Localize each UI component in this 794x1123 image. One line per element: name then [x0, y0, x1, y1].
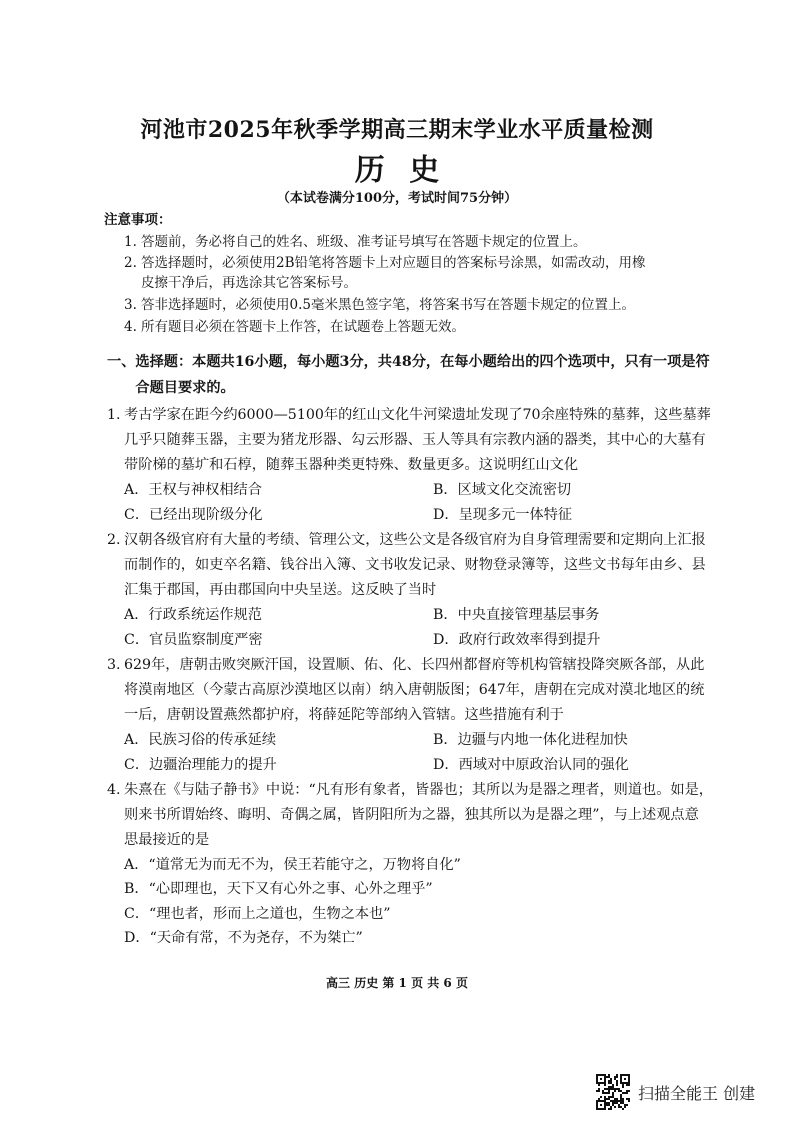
option-a: A．王权与神权相结合: [124, 482, 262, 498]
notice-number: 4.: [124, 319, 137, 335]
section-line: 一、选择题：本题共16小题，每小题3分，共48分，在每小题给出的四个选项中，只有一项是符: [107, 354, 710, 370]
exam-subtitle: （本试卷满分100分，考试时间75分钟）: [276, 191, 518, 206]
question-line: 则来书所谓始终、晦明、奇偶之属，皆阴阳所为之器，独其所以为是器之理”，与上述观点意: [124, 807, 699, 823]
question-number: 4.: [107, 782, 121, 798]
question: [107, 778, 747, 950]
notice-item: [124, 232, 587, 252]
notice-item: [124, 295, 635, 315]
qr-code-icon: [596, 1074, 630, 1110]
notice-line: 皮擦干净后，再选涂其它答案标号。: [141, 275, 357, 291]
exam-title: 河池市2025年秋季学期高三期末学业水平质量检测: [140, 117, 654, 143]
option-a: A．“道常无为而无不为，侯王若能守之，万物将自化”: [124, 857, 461, 873]
question-line: 思最接近的是: [124, 832, 210, 848]
notice-number: 3.: [124, 297, 137, 313]
question-line: 几乎只随葬玉器，主要为猪龙形器、勾云形器、玉人等具有宗教内涵的器类，其中心的大墓有: [124, 432, 706, 448]
option-b: B．“心即理也，天下又有心外之事、心外之理乎”: [124, 881, 433, 898]
subject-title: 历 史: [354, 153, 440, 188]
option-d: D．西域对中原政治认同的强化: [433, 757, 629, 773]
option-c: C．已经出现阶级分化: [124, 507, 263, 523]
notice-number: 2.: [124, 255, 137, 271]
option-c: C．官员监察制度严密: [124, 632, 263, 648]
notice-line: 所有题目必须在答题卡上作答，在试题卷上答题无效。: [141, 319, 465, 335]
notice-item: [124, 253, 646, 293]
question-line: 将漠南地区（今蒙古高原沙漠地区以南）纳入唐朝版图；647年，唐朝在完成对漠北地区的统: [124, 682, 705, 698]
option-d: D．呈现多元一体特征: [433, 507, 573, 523]
option-b: B．中央直接管理基层事务: [433, 607, 600, 623]
notice-item: [124, 317, 465, 337]
option-b: B．区域文化交流密切: [433, 482, 572, 498]
option-b: B．边疆与内地一体化进程加快: [433, 732, 628, 748]
question-number: 2.: [107, 532, 121, 548]
question-line: 带阶梯的墓圹和石椁，随葬玉器种类更特殊、数量更多。这说明红山文化: [124, 457, 579, 473]
question: [107, 403, 747, 528]
section-heading: [107, 349, 710, 401]
section-line: 合题目要求的。: [107, 380, 235, 396]
notice-line: 答选择题时，必须使用2B铅笔将答题卡上对应题目的答案标号涂黑，如需改动，用橡: [141, 255, 646, 271]
option-c: C．“理也者，形而上之道也，生物之本也”: [124, 905, 391, 922]
watermark: [596, 1074, 755, 1110]
page-footer: 高三 历史 第 1 页 共 6 页: [326, 976, 468, 990]
question-line: 汉朝各级官府有大量的考绩、管理公文，这些公文是各级官府为自身管理需要和定期向上汇报: [124, 532, 706, 548]
question-line: 而制作的，如吏卒名籍、钱谷出入簿、文书收发记录、财物登录簿等，这些文书每年由乡、县: [124, 557, 706, 573]
question-line: 朱熹在《与陆子静书》中说：“凡有形有象者，皆器也；其所以为是器之理者，则道也。如是，: [124, 782, 713, 798]
notice-line: 答题前，务必将自己的姓名、班级、准考证号填写在答题卡规定的位置上。: [141, 234, 587, 250]
question-number: 1.: [107, 407, 121, 423]
question-line: 一后，唐朝设置燕然都护府，将薛延陀等部纳入管辖。这些措施有利于: [124, 707, 564, 723]
watermark-text: 扫描全能王 创建: [638, 1083, 756, 1103]
notice-line: 答非选择题时，必须使用0.5毫米黑色签字笔，将答案书写在答题卡规定的位置上。: [141, 297, 635, 313]
option-d: D．政府行政效率得到提升: [433, 632, 601, 648]
question-line: 629年，唐朝击败突厥汗国，设置顺、佑、化、长四州都督府等机构管辖投降突厥各部，从此: [124, 657, 705, 673]
question: [107, 653, 747, 778]
question-number: 3.: [107, 657, 121, 673]
option-a: A．行政系统运作规范: [124, 607, 262, 623]
question: [107, 528, 747, 653]
notice-number: 1.: [124, 234, 137, 250]
question-line: 考古学家在距今约6000—5100年的红山文化牛河梁遗址发现了70余座特殊的墓葬，这些墓葬: [124, 407, 711, 423]
option-d: D．“天命有常，不为尧存，不为桀亡”: [124, 929, 363, 946]
question-line: 汇集于郡国，再由郡国向中央呈送。这反映了当时: [124, 582, 437, 598]
notice-heading: 注意事项：: [104, 212, 172, 228]
option-a: A．民族习俗的传承延续: [124, 732, 277, 748]
option-c: C．边疆治理能力的提升: [124, 757, 277, 773]
